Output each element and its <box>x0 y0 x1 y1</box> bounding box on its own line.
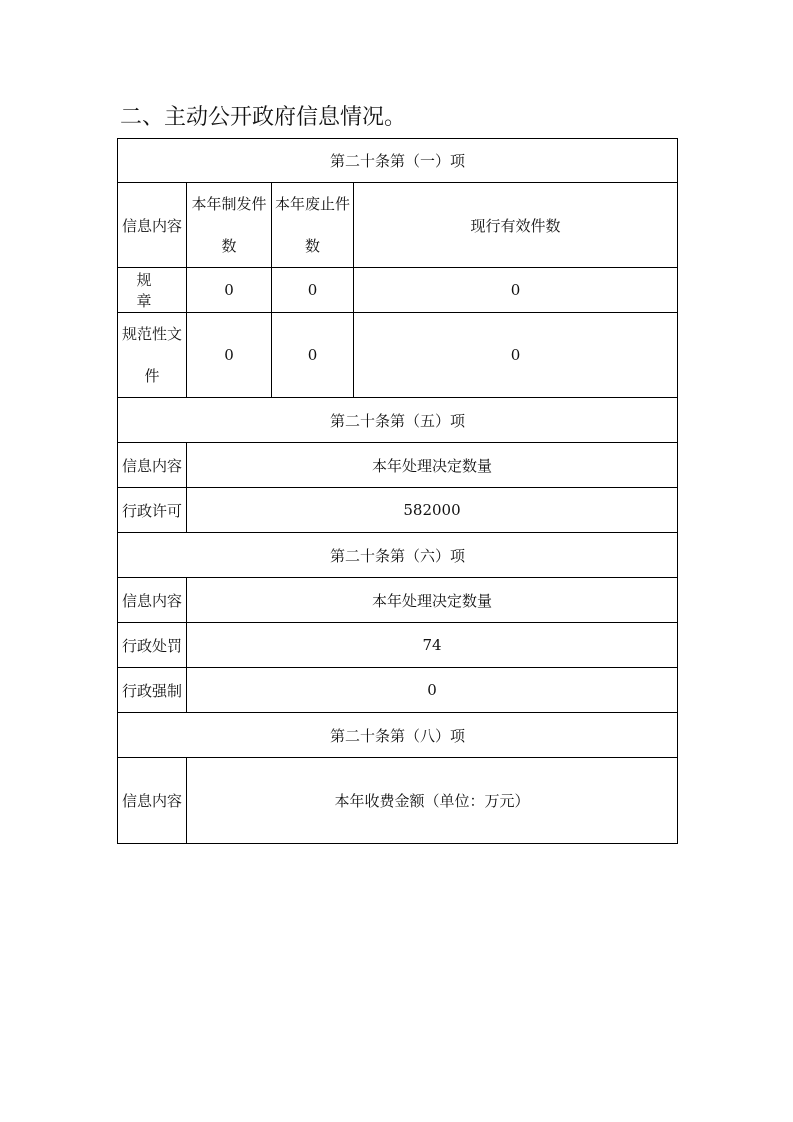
header-fee-amount: 本年收费金额（单位：万元） <box>187 758 678 844</box>
row-label-normative-docs: 规范性文件 <box>118 313 187 398</box>
header-issued-count: 本年制发件数 <box>187 183 272 268</box>
section8-title: 第二十条第（八）项 <box>118 713 678 758</box>
section5-header-row <box>118 443 678 488</box>
header-info-content: 信息内容 <box>118 443 187 488</box>
row-repealed-value: 0 <box>272 313 354 398</box>
row-issued-value: 0 <box>187 313 272 398</box>
table-row <box>118 268 678 313</box>
section8-header-row <box>118 758 678 844</box>
row-license-value: 582000 <box>187 488 678 533</box>
section-title-row <box>118 713 678 758</box>
disclosure-table <box>117 138 678 844</box>
table-row <box>118 313 678 398</box>
header-info-content: 信息内容 <box>118 578 187 623</box>
header-info-content: 信息内容 <box>118 758 187 844</box>
section-title-row <box>118 533 678 578</box>
row-label-regulations: 规 章 <box>118 268 187 313</box>
row-label-admin-enforcement: 行政强制 <box>118 668 187 713</box>
table-row <box>118 623 678 668</box>
section-title-row <box>118 398 678 443</box>
header-decision-count: 本年处理决定数量 <box>187 443 678 488</box>
section6-header-row <box>118 578 678 623</box>
row-issued-value: 0 <box>187 268 272 313</box>
section6-title: 第二十条第（六）项 <box>118 533 678 578</box>
table-row <box>118 668 678 713</box>
row-label-admin-penalty: 行政处罚 <box>118 623 187 668</box>
row-valid-value: 0 <box>354 268 678 313</box>
section-heading: 二、主动公开政府信息情况。 <box>120 105 407 130</box>
section-title-row <box>118 139 678 183</box>
section5-title: 第二十条第（五）项 <box>118 398 678 443</box>
row-enforcement-value: 0 <box>187 668 678 713</box>
header-repealed-count: 本年废止件数 <box>272 183 354 268</box>
section1-title: 第二十条第（一）项 <box>118 139 678 183</box>
header-decision-count: 本年处理决定数量 <box>187 578 678 623</box>
row-repealed-value: 0 <box>272 268 354 313</box>
section1-header-row <box>118 183 678 268</box>
row-label-admin-license: 行政许可 <box>118 488 187 533</box>
table-row <box>118 488 678 533</box>
row-valid-value: 0 <box>354 313 678 398</box>
row-penalty-value: 74 <box>187 623 678 668</box>
header-valid-count: 现行有效件数 <box>354 183 678 268</box>
header-info-content: 信息内容 <box>118 183 187 268</box>
